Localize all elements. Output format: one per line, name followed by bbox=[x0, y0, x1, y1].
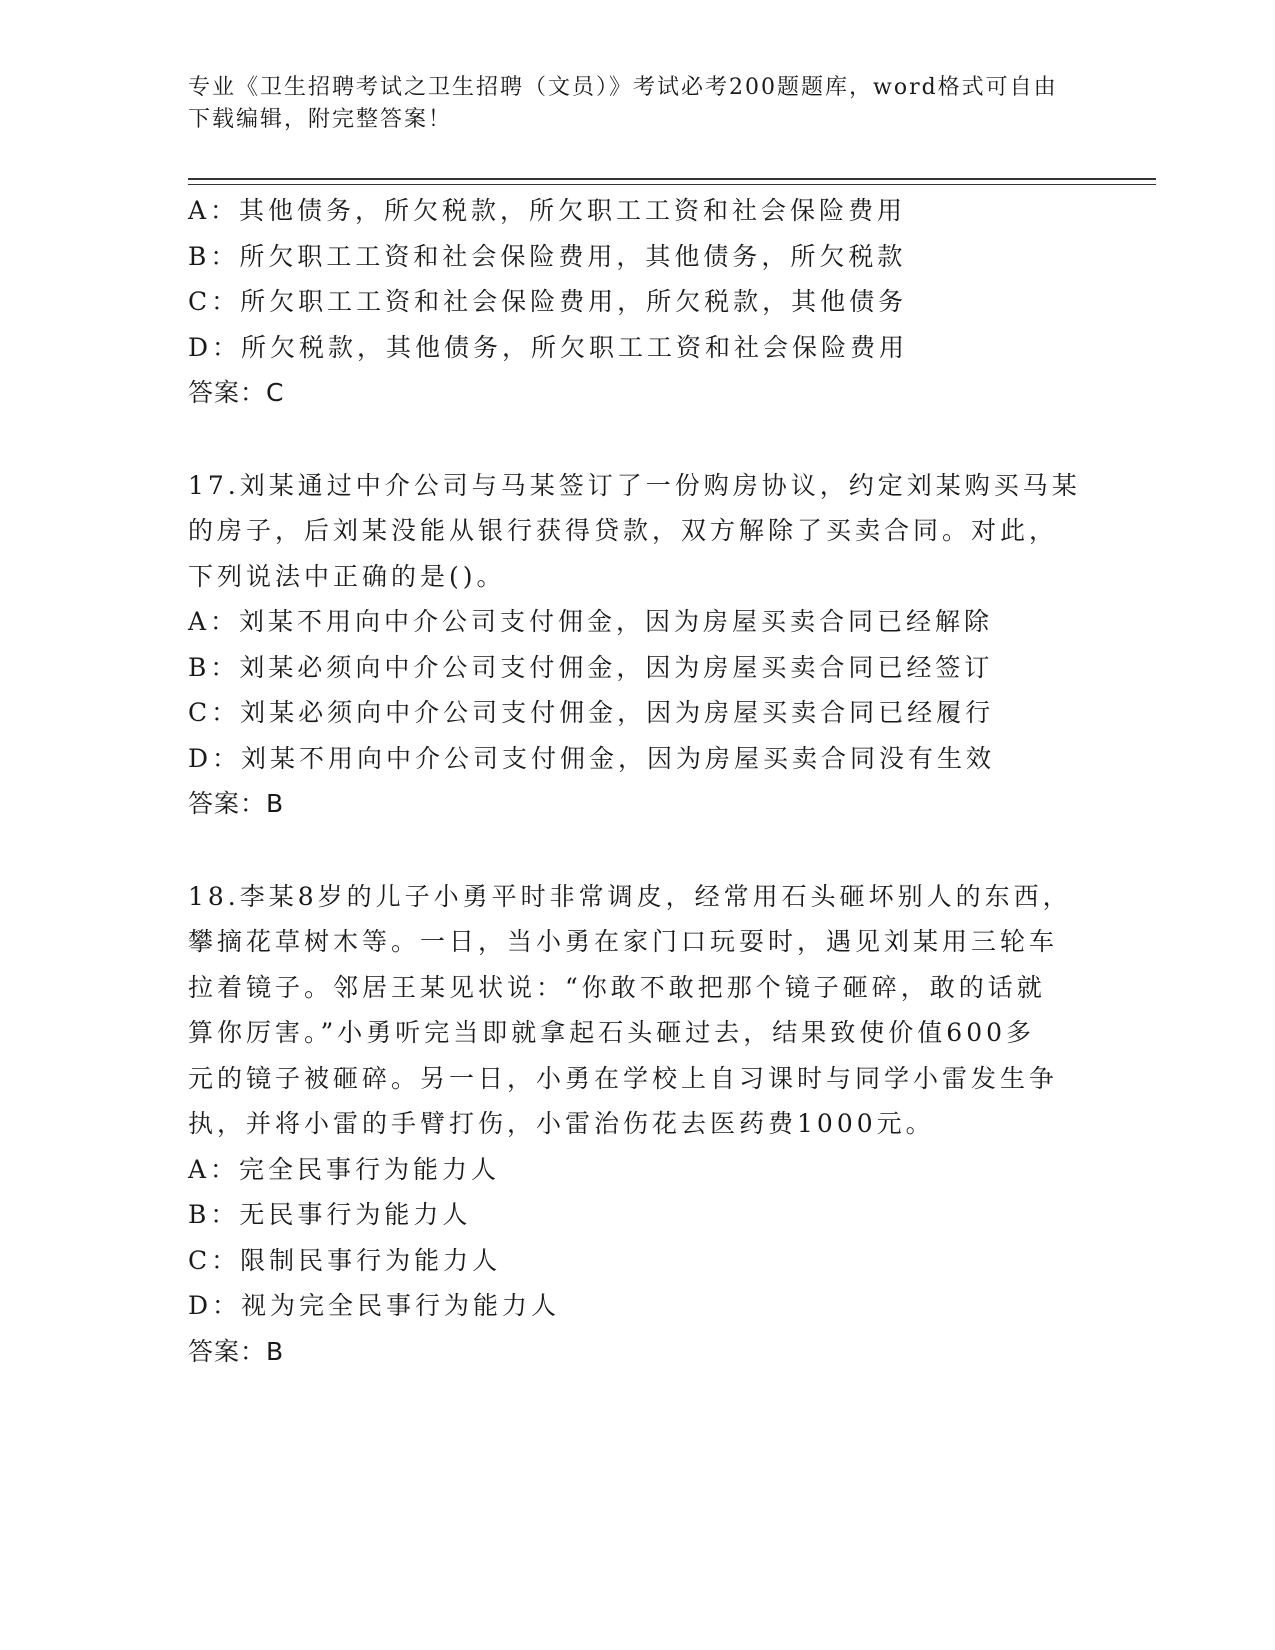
option-c: C：刘某必须向中介公司支付佣金，因为房屋买卖合同已经履行 bbox=[188, 698, 995, 727]
question-stem-line: 攀摘花草树木等。一日，当小勇在家门口玩耍时，遇见刘某用三轮车 bbox=[188, 927, 1059, 956]
option-b: B：刘某必须向中介公司支付佣金，因为房屋买卖合同已经签订 bbox=[188, 652, 994, 682]
question-stem-line: 下列说法中正确的是()。 bbox=[188, 561, 506, 591]
question-stem-line: 元的镜子被砸碎。另一日，小勇在学校上自习课时与同学小雷发生争 bbox=[188, 1063, 1059, 1093]
question-18 bbox=[188, 874, 1088, 1375]
question-stem-line: 17.刘某通过中介公司与马某签订了一份购房协议，约定刘某购买马某 bbox=[188, 470, 1081, 500]
spacer bbox=[188, 416, 1088, 463]
option-d: D：刘某不用向中介公司支付佣金，因为房屋买卖合同没有生效 bbox=[188, 743, 996, 773]
question-stem-line: 18.李某8岁的儿子小勇平时非常调皮，经常用石头砸坏别人的东西， bbox=[188, 881, 1072, 911]
document-body bbox=[188, 188, 1088, 1374]
header-divider-thin bbox=[188, 184, 1156, 185]
header-divider bbox=[188, 178, 1156, 180]
question-stem-line: 执，并将小雷的手臂打伤，小雷治伤花去医药费1000元。 bbox=[188, 1109, 935, 1138]
option-c: C：所欠职工工资和社会保险费用，所欠税款，其他债务 bbox=[188, 287, 908, 316]
question-stem-line: 的房子，后刘某没能从银行获得贷款，双方解除了买卖合同。对此， bbox=[188, 516, 1059, 545]
option-b: B：所欠职工工资和社会保险费用，其他债务，所欠税款 bbox=[188, 241, 907, 271]
option-a: A：其他债务，所欠税款，所欠职工工资和社会保险费用 bbox=[188, 196, 907, 225]
question-stem-line: 算你厉害。”小勇听完当即就拿起石头砸过去，结果致使价值600多 bbox=[188, 1018, 1036, 1047]
answer: 答案：C bbox=[188, 378, 285, 407]
spacer bbox=[188, 827, 1088, 874]
answer: 答案：B bbox=[188, 789, 285, 818]
answer: 答案：B bbox=[188, 1336, 285, 1366]
question-16 bbox=[188, 188, 1088, 416]
option-d: D：所欠税款，其他债务，所欠职工工资和社会保险费用 bbox=[188, 332, 909, 362]
option-c: C：限制民事行为能力人 bbox=[188, 1245, 502, 1275]
option-d: D：视为完全民事行为能力人 bbox=[188, 1291, 561, 1320]
option-a: A：完全民事行为能力人 bbox=[188, 1154, 501, 1184]
document-header: 专业《卫生招聘考试之卫生招聘（文员）》考试必考200题题库，word格式可自由下载编辑，附完整答案！ bbox=[188, 75, 1058, 132]
option-b: B：无民事行为能力人 bbox=[188, 1200, 472, 1229]
question-17 bbox=[188, 463, 1088, 827]
question-stem-line: 拉着镜子。邻居王某见状说：“你敢不敢把那个镜子砸碎，敢的话就 bbox=[188, 972, 1046, 1002]
option-a: A：刘某不用向中介公司支付佣金，因为房屋买卖合同已经解除 bbox=[188, 607, 994, 636]
